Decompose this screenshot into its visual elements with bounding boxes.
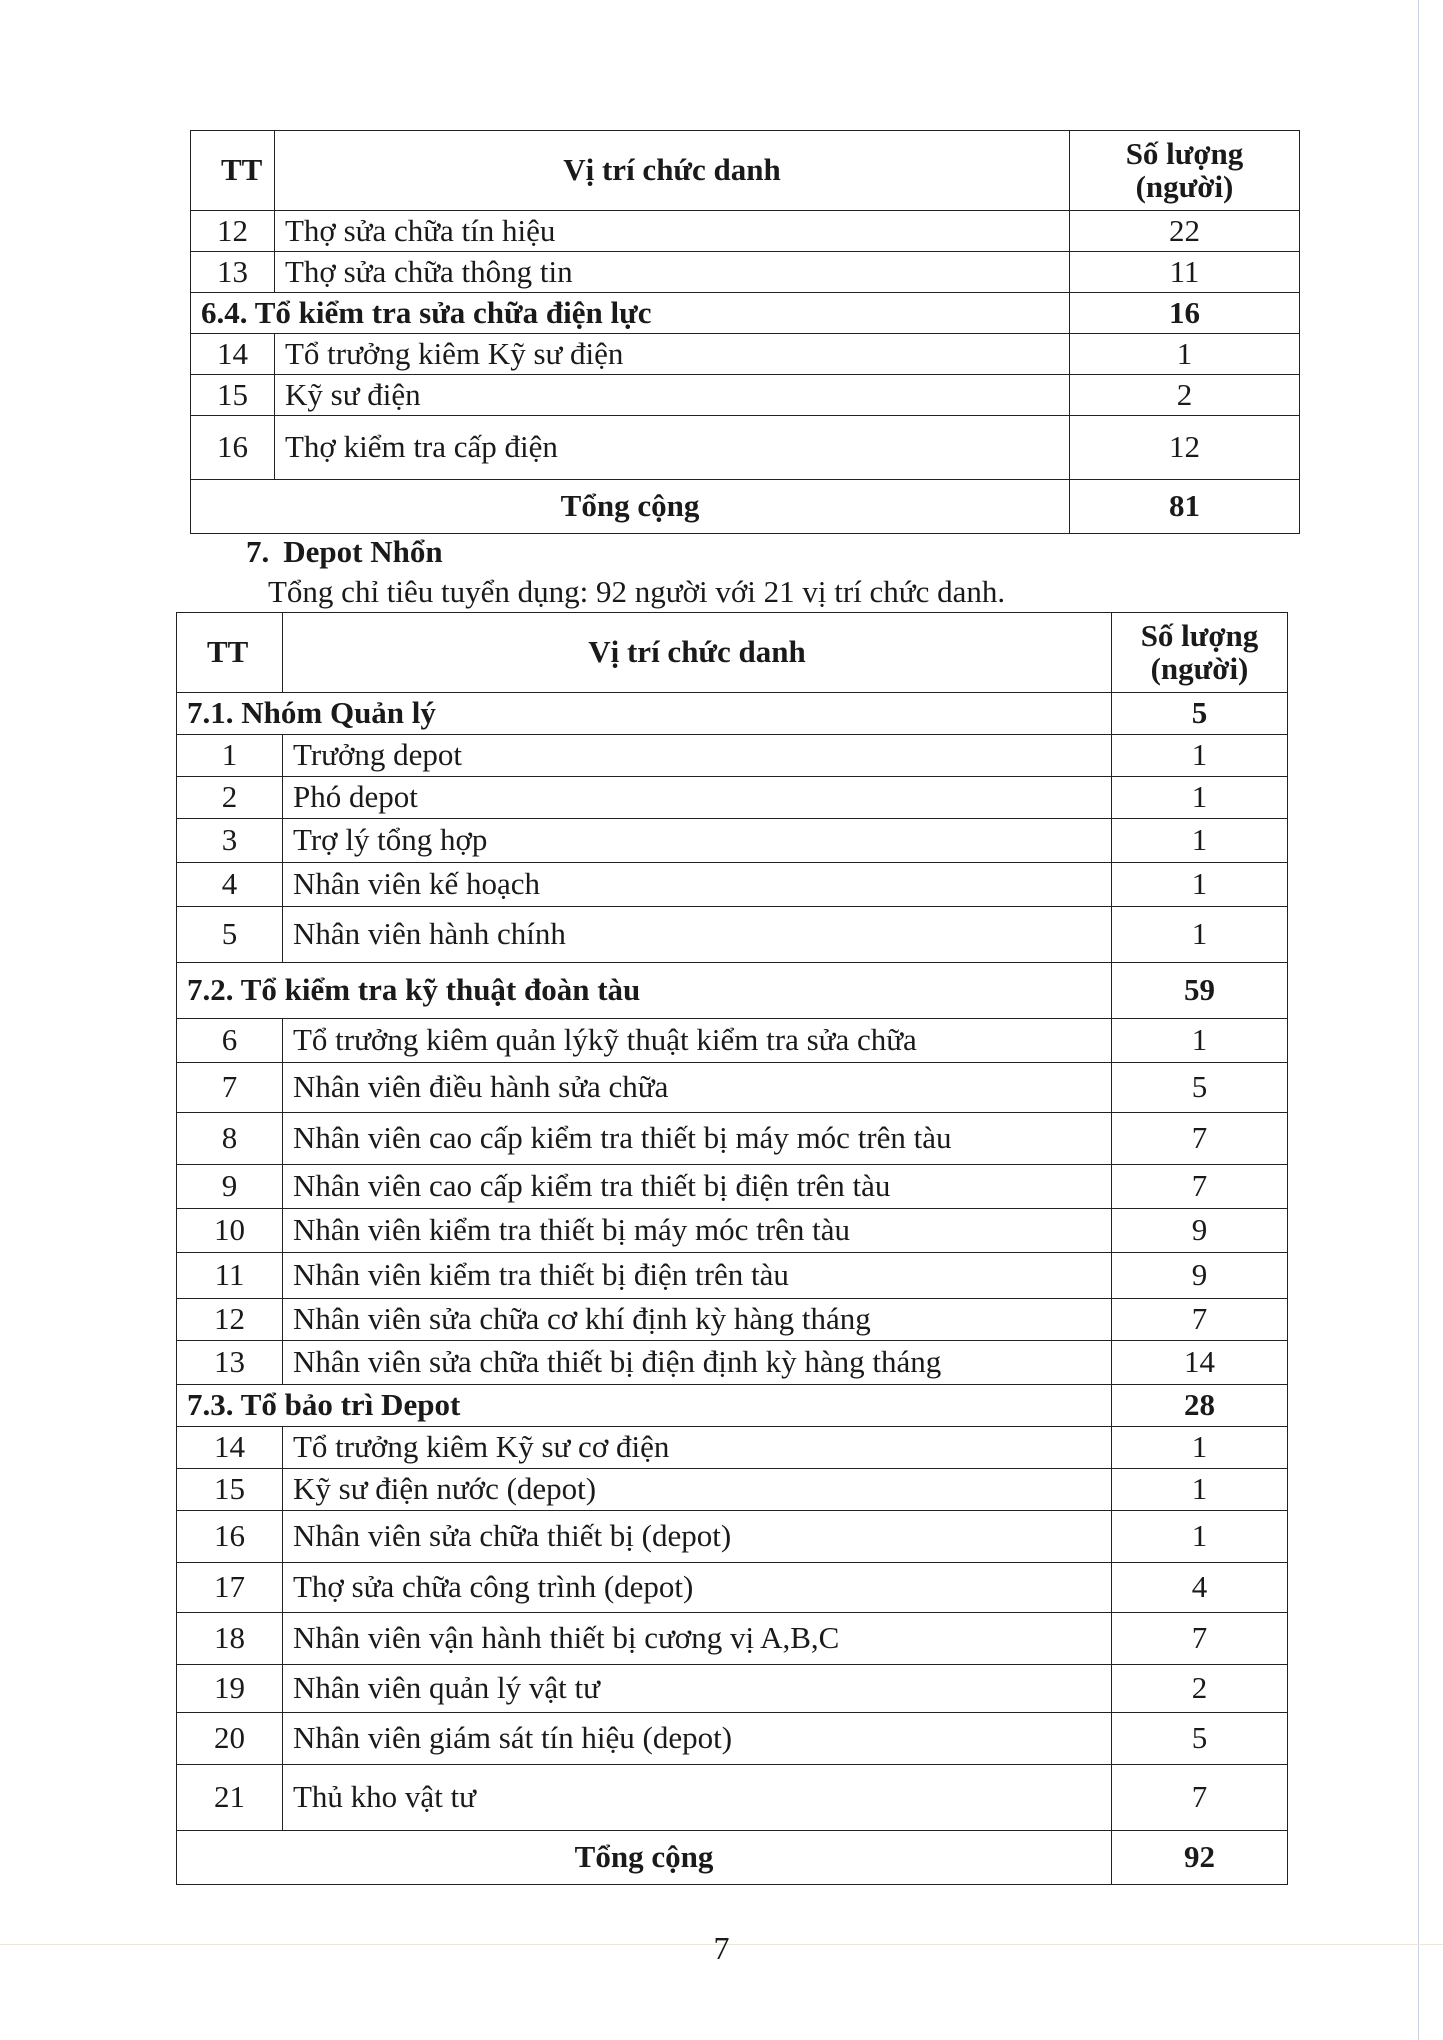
row-position: Phó depot: [283, 777, 1112, 819]
header-quantity: [1112, 613, 1288, 693]
row-quantity: 7: [1112, 1613, 1288, 1665]
table-row: [177, 777, 1288, 819]
total-row: [191, 480, 1300, 534]
table-row: [177, 1427, 1288, 1469]
section-title: Depot Nhổn: [283, 534, 443, 569]
page-number: 7: [713, 1930, 730, 1966]
row-quantity: 11: [1070, 252, 1300, 293]
row-position: Tổ trưởng kiêm Kỹ sư cơ điện: [283, 1427, 1112, 1469]
row-tt: 20: [177, 1713, 283, 1765]
row-quantity: 5: [1112, 1713, 1288, 1765]
row-position: Nhân viên giám sát tín hiệu (depot): [283, 1713, 1112, 1765]
recruitment-summary: Tổng chỉ tiêu tuyển dụng: 92 người với 21 vị trí chức danh.: [268, 574, 1006, 609]
row-position: Nhân viên sửa chữa thiết bị điện định kỳ hàng tháng: [283, 1341, 1112, 1385]
total-row: [177, 1831, 1288, 1885]
table-header-row: [191, 131, 1300, 211]
row-tt: 21: [177, 1765, 283, 1831]
row-tt: 5: [177, 907, 283, 963]
table-row: [177, 1341, 1288, 1385]
table-header-row: [177, 613, 1288, 693]
row-tt: 12: [191, 211, 275, 252]
section-title: 7.1. Nhóm Quản lý: [177, 693, 1112, 735]
row-quantity: 2: [1112, 1665, 1288, 1713]
row-position: Thợ sửa chữa tín hiệu: [275, 211, 1070, 252]
row-quantity: 1: [1112, 777, 1288, 819]
row-tt: 18: [177, 1613, 283, 1665]
row-quantity: 4: [1112, 1563, 1288, 1613]
table-row: [177, 1613, 1288, 1665]
row-quantity: 1: [1112, 1019, 1288, 1063]
row-position: Nhân viên cao cấp kiểm tra thiết bị máy móc trên tàu: [283, 1113, 1112, 1165]
header-tt: TT: [191, 131, 275, 211]
row-position: Nhân viên sửa chữa cơ khí định kỳ hàng tháng: [283, 1299, 1112, 1341]
section-quantity: 59: [1112, 963, 1288, 1019]
row-tt: 11: [177, 1253, 283, 1299]
section-row: [177, 1385, 1288, 1427]
section-title: 7.2. Tổ kiểm tra kỹ thuật đoàn tàu: [177, 963, 1112, 1019]
row-position: Thợ kiểm tra cấp điện: [275, 416, 1070, 480]
table-row: [191, 334, 1300, 375]
table-row: [177, 1511, 1288, 1563]
row-tt: 14: [177, 1427, 283, 1469]
section-quantity: 16: [1070, 293, 1300, 334]
table-row: [191, 416, 1300, 480]
row-quantity: 1: [1112, 907, 1288, 963]
row-position: Nhân viên hành chính: [283, 907, 1112, 963]
row-quantity: 2: [1070, 375, 1300, 416]
table-row: [191, 375, 1300, 416]
row-quantity: 1: [1112, 1511, 1288, 1563]
row-quantity: 1: [1112, 819, 1288, 863]
table-row: [177, 1665, 1288, 1713]
row-position: Nhân viên sửa chữa thiết bị (depot): [283, 1511, 1112, 1563]
section-title: 6.4. Tổ kiểm tra sửa chữa điện lực: [191, 293, 1070, 334]
row-tt: 12: [177, 1299, 283, 1341]
table-row: [177, 1713, 1288, 1765]
row-tt: 4: [177, 863, 283, 907]
section-row: [177, 693, 1288, 735]
section-number: 7.: [246, 534, 270, 569]
row-position: Nhân viên kiểm tra thiết bị điện trên tàu: [283, 1253, 1112, 1299]
staffing-table-depot-continued: [190, 130, 1300, 534]
row-quantity: 22: [1070, 211, 1300, 252]
section-quantity: 5: [1112, 693, 1288, 735]
row-position: Trưởng depot: [283, 735, 1112, 777]
header-quantity: [1070, 131, 1300, 211]
header-quantity-line2: (người): [1135, 168, 1234, 204]
header-quantity-line2: (người): [1150, 650, 1249, 686]
header-position: Vị trí chức danh: [275, 131, 1070, 211]
row-position: Thợ sửa chữa thông tin: [275, 252, 1070, 293]
total-value: 81: [1070, 480, 1300, 534]
row-quantity: 9: [1112, 1209, 1288, 1253]
header-quantity-line1: Số lượng: [1125, 135, 1244, 171]
row-quantity: 5: [1112, 1063, 1288, 1113]
row-tt: 6: [177, 1019, 283, 1063]
row-tt: 13: [191, 252, 275, 293]
row-position: Nhân viên quản lý vật tư: [283, 1665, 1112, 1713]
row-tt: 16: [177, 1511, 283, 1563]
table-row: [177, 1113, 1288, 1165]
row-quantity: 9: [1112, 1253, 1288, 1299]
row-tt: 15: [191, 375, 275, 416]
total-value: 92: [1112, 1831, 1288, 1885]
header-quantity-line1: Số lượng: [1140, 617, 1259, 653]
table-row: [177, 1165, 1288, 1209]
row-tt: 16: [191, 416, 275, 480]
row-position: Tổ trưởng kiêm Kỹ sư điện: [275, 334, 1070, 375]
row-quantity: 12: [1070, 416, 1300, 480]
row-position: Tổ trưởng kiêm quản lýkỹ thuật kiểm tra sửa chữa: [283, 1019, 1112, 1063]
table-row: [177, 1299, 1288, 1341]
row-position: Nhân viên kiểm tra thiết bị máy móc trên tàu: [283, 1209, 1112, 1253]
table-row: [177, 907, 1288, 963]
table-row: [177, 1019, 1288, 1063]
row-quantity: 7: [1112, 1165, 1288, 1209]
page-edge-line: [1418, 0, 1419, 2040]
row-tt: 19: [177, 1665, 283, 1713]
row-position: Thủ kho vật tư: [283, 1765, 1112, 1831]
row-position: Kỹ sư điện: [275, 375, 1070, 416]
row-position: Thợ sửa chữa công trình (depot): [283, 1563, 1112, 1613]
table-row: [177, 863, 1288, 907]
row-tt: 10: [177, 1209, 283, 1253]
header-position: Vị trí chức danh: [283, 613, 1112, 693]
row-tt: 15: [177, 1469, 283, 1511]
row-tt: 1: [177, 735, 283, 777]
row-quantity: 1: [1112, 1427, 1288, 1469]
row-tt: 7: [177, 1063, 283, 1113]
header-tt: TT: [177, 613, 283, 693]
table-row: [177, 1209, 1288, 1253]
total-label: Tổng cộng: [191, 480, 1070, 534]
table-row: [177, 1765, 1288, 1831]
row-quantity: 7: [1112, 1765, 1288, 1831]
total-label: Tổng cộng: [177, 1831, 1112, 1885]
table-row: [177, 819, 1288, 863]
section-row: [177, 963, 1288, 1019]
row-quantity: 7: [1112, 1113, 1288, 1165]
row-position: Nhân viên điều hành sửa chữa: [283, 1063, 1112, 1113]
row-tt: 8: [177, 1113, 283, 1165]
section-heading-depot-nhon: [246, 534, 443, 570]
section-quantity: 28: [1112, 1385, 1288, 1427]
table-row: [177, 1063, 1288, 1113]
row-tt: 13: [177, 1341, 283, 1385]
table-row: [191, 211, 1300, 252]
row-quantity: 7: [1112, 1299, 1288, 1341]
row-tt: 17: [177, 1563, 283, 1613]
row-position: Kỹ sư điện nước (depot): [283, 1469, 1112, 1511]
row-quantity: 14: [1112, 1341, 1288, 1385]
row-position: Nhân viên cao cấp kiểm tra thiết bị điện trên tàu: [283, 1165, 1112, 1209]
row-tt: 14: [191, 334, 275, 375]
row-quantity: 1: [1112, 863, 1288, 907]
row-position: Nhân viên vận hành thiết bị cương vị A,B,C: [283, 1613, 1112, 1665]
table-row: [177, 1563, 1288, 1613]
staffing-table-depot-nhon: [176, 612, 1288, 1885]
section-row: [191, 293, 1300, 334]
row-tt: 2: [177, 777, 283, 819]
table-row: [177, 1469, 1288, 1511]
row-quantity: 1: [1112, 1469, 1288, 1511]
section-title: 7.3. Tổ bảo trì Depot: [177, 1385, 1112, 1427]
table-row: [191, 252, 1300, 293]
row-quantity: 1: [1112, 735, 1288, 777]
row-position: Trợ lý tổng hợp: [283, 819, 1112, 863]
row-quantity: 1: [1070, 334, 1300, 375]
row-tt: 9: [177, 1165, 283, 1209]
row-position: Nhân viên kế hoạch: [283, 863, 1112, 907]
table-row: [177, 735, 1288, 777]
table-row: [177, 1253, 1288, 1299]
row-tt: 3: [177, 819, 283, 863]
